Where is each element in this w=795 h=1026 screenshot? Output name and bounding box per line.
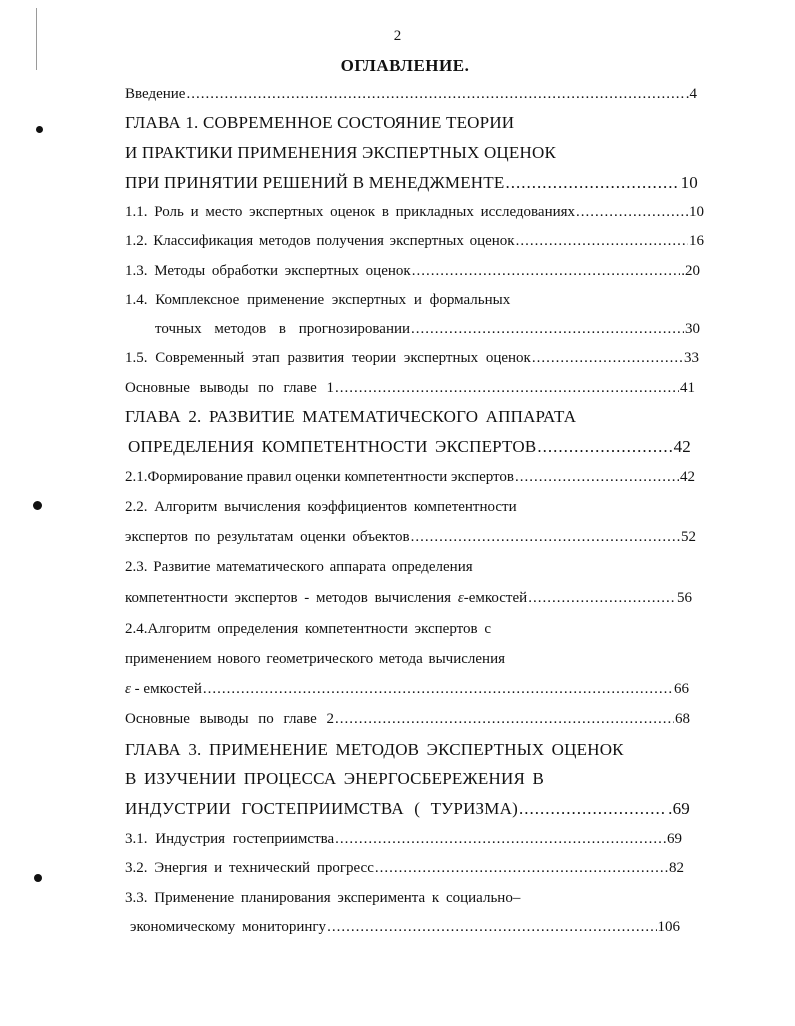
toc-entry-title: Введение bbox=[125, 86, 186, 102]
leader-dots bbox=[335, 711, 674, 728]
toc-page-number: 68 bbox=[675, 711, 690, 727]
toc-entry-conclusions-1 bbox=[125, 380, 695, 397]
toc-page-number: 33 bbox=[684, 350, 699, 366]
toc-entry-3-3 bbox=[130, 919, 680, 936]
leader-dots bbox=[515, 469, 679, 486]
leader-dots bbox=[519, 799, 667, 819]
toc-page-number: 41 bbox=[680, 380, 695, 396]
toc-page-number: .69 bbox=[668, 799, 690, 818]
leader-dots bbox=[335, 831, 666, 848]
toc-entry-title: Основные выводы по главе 1 bbox=[125, 380, 334, 396]
leader-dots bbox=[537, 437, 672, 457]
toc-entry-chapter-2 bbox=[128, 437, 691, 457]
toc-entry-title: точных методов в прогнозировании bbox=[155, 321, 411, 337]
epsilon-symbol: ε bbox=[125, 681, 131, 697]
leader-dots bbox=[186, 86, 684, 103]
toc-entry-title: экспертов по результатам оценки объектов bbox=[125, 529, 410, 545]
toc-entry-title: 1.4. Комплексное применение экспертных и формальных bbox=[125, 292, 511, 308]
leader-dots bbox=[528, 590, 676, 607]
chapter-heading: ПРИ ПРИНЯТИИ РЕШЕНИЙ В МЕНЕДЖМЕНТЕ bbox=[125, 173, 505, 192]
toc-entry-3-2 bbox=[125, 860, 684, 877]
toc-page-number: 69 bbox=[667, 831, 682, 847]
toc-entry-title: 2.3. Развитие математического аппарата определения bbox=[125, 559, 473, 575]
leader-dots bbox=[516, 233, 688, 250]
toc-entry-2-4 bbox=[125, 681, 689, 698]
toc-entry-1-2 bbox=[125, 233, 704, 250]
leader-dots bbox=[335, 380, 679, 397]
leader-dots bbox=[411, 321, 684, 338]
toc-entry-conclusions-2 bbox=[125, 711, 690, 728]
toc-entry-1-4 bbox=[155, 321, 700, 338]
leader-dots bbox=[532, 350, 683, 367]
toc-entry-title: Основные выводы по главе 2 bbox=[125, 711, 334, 727]
toc-page-number: .4 bbox=[685, 86, 697, 102]
toc-page-number: 16 bbox=[689, 233, 704, 249]
toc-page-number: 106 bbox=[657, 919, 680, 935]
toc-entry-title: 2.2. Алгоритм вычисления коэффициентов компетентности bbox=[125, 499, 517, 515]
chapter-heading: ГЛАВА 2. РАЗВИТИЕ МАТЕМАТИЧЕСКОГО АППАРАТА bbox=[125, 407, 577, 426]
leader-dots bbox=[375, 860, 668, 877]
toc-entry-title bbox=[125, 681, 202, 698]
toc-page-number: 10 bbox=[689, 204, 704, 220]
toc-entry-title: 1.1. Роль и место экспертных оценок в прикладных исследованиях bbox=[125, 204, 576, 220]
leader-dots bbox=[412, 263, 681, 280]
page-number: 2 bbox=[393, 28, 402, 44]
toc-entry-3-1 bbox=[125, 831, 682, 848]
toc-page-number: 82 bbox=[669, 860, 684, 876]
chapter-heading: В ИЗУЧЕНИИ ПРОЦЕССА ЭНЕРГОСБЕРЕЖЕНИЯ В bbox=[125, 769, 544, 788]
epsilon-symbol: ε bbox=[457, 590, 464, 606]
chapter-heading: ГЛАВА 1. СОВРЕМЕННОЕ СОСТОЯНИЕ ТЕОРИИ bbox=[125, 113, 515, 132]
leader-dots bbox=[203, 681, 673, 698]
toc-entry-1-5 bbox=[125, 350, 699, 367]
toc-page-number: 10 bbox=[680, 173, 698, 192]
toc-title: ОГЛАВЛЕНИЕ. bbox=[340, 56, 470, 75]
toc-entry-title: 1.2. Классификация методов получения экспертных оценок bbox=[125, 233, 515, 249]
toc-entry-title: 2.4.Алгоритм определения компетентности экспертов с bbox=[125, 621, 491, 637]
toc-entry-1-3 bbox=[125, 263, 700, 280]
toc-entry-2-2 bbox=[125, 529, 696, 546]
toc-entry-title: 1.5. Современный этап развития теории экспертных оценок bbox=[125, 350, 531, 366]
toc-entry-text: -емкостей bbox=[463, 590, 528, 606]
toc-entry-text: - емкостей bbox=[130, 681, 202, 697]
toc-entry-chapter-1 bbox=[125, 173, 698, 193]
toc-entry-2-3 bbox=[125, 590, 692, 607]
leader-dots bbox=[411, 529, 680, 546]
toc-entry-title: применением нового геометрического метода вычисления bbox=[125, 651, 506, 667]
leader-dots bbox=[327, 919, 656, 936]
toc-entry-intro bbox=[125, 86, 697, 103]
toc-entry-text: компетентности экспертов - методов вычисления bbox=[125, 590, 452, 606]
toc-entry-title: экономическому мониторингу bbox=[130, 919, 327, 935]
toc-page-number: 42 bbox=[673, 437, 691, 456]
toc-page-number: 66 bbox=[674, 681, 689, 697]
leader-dots bbox=[505, 173, 679, 193]
toc-page-number: .20 bbox=[681, 263, 700, 279]
leader-dots bbox=[576, 204, 688, 221]
chapter-heading: ГЛАВА 3. ПРИМЕНЕНИЕ МЕТОДОВ ЭКСПЕРТНЫХ ОЦЕНОК bbox=[125, 740, 624, 759]
toc-entry-chapter-3 bbox=[125, 799, 690, 819]
toc-entry-title: 3.2. Энергия и технический прогресс bbox=[125, 860, 374, 876]
toc-entry-title: 3.3. Применение планирования эксперимента к социально– bbox=[125, 890, 521, 906]
toc-entry-title: 3.1. Индустрия гостеприимства bbox=[125, 831, 335, 847]
toc-entry-1-1 bbox=[125, 204, 704, 221]
toc-page-number: 42 bbox=[680, 469, 695, 485]
chapter-heading: ОПРЕДЕЛЕНИЯ КОМПЕТЕНТНОСТИ ЭКСПЕРТОВ bbox=[128, 437, 537, 456]
toc-entry-title bbox=[125, 590, 527, 607]
chapter-heading: И ПРАКТИКИ ПРИМЕНЕНИЯ ЭКСПЕРТНЫХ ОЦЕНОК bbox=[125, 143, 556, 162]
toc-entry-2-1 bbox=[125, 469, 695, 486]
toc-entry-title: 1.3. Методы обработки экспертных оценок bbox=[125, 263, 411, 279]
toc-page-number: 52 bbox=[681, 529, 696, 545]
chapter-heading: ИНДУСТРИИ ГОСТЕПРИИМСТВА ( ТУРИЗМА) bbox=[125, 799, 518, 818]
toc-entry-title: 2.1.Формирование правил оценки компетентности экспертов bbox=[125, 469, 514, 485]
toc-page-number: 56 bbox=[677, 590, 692, 606]
toc-page-number: 30 bbox=[685, 321, 700, 337]
